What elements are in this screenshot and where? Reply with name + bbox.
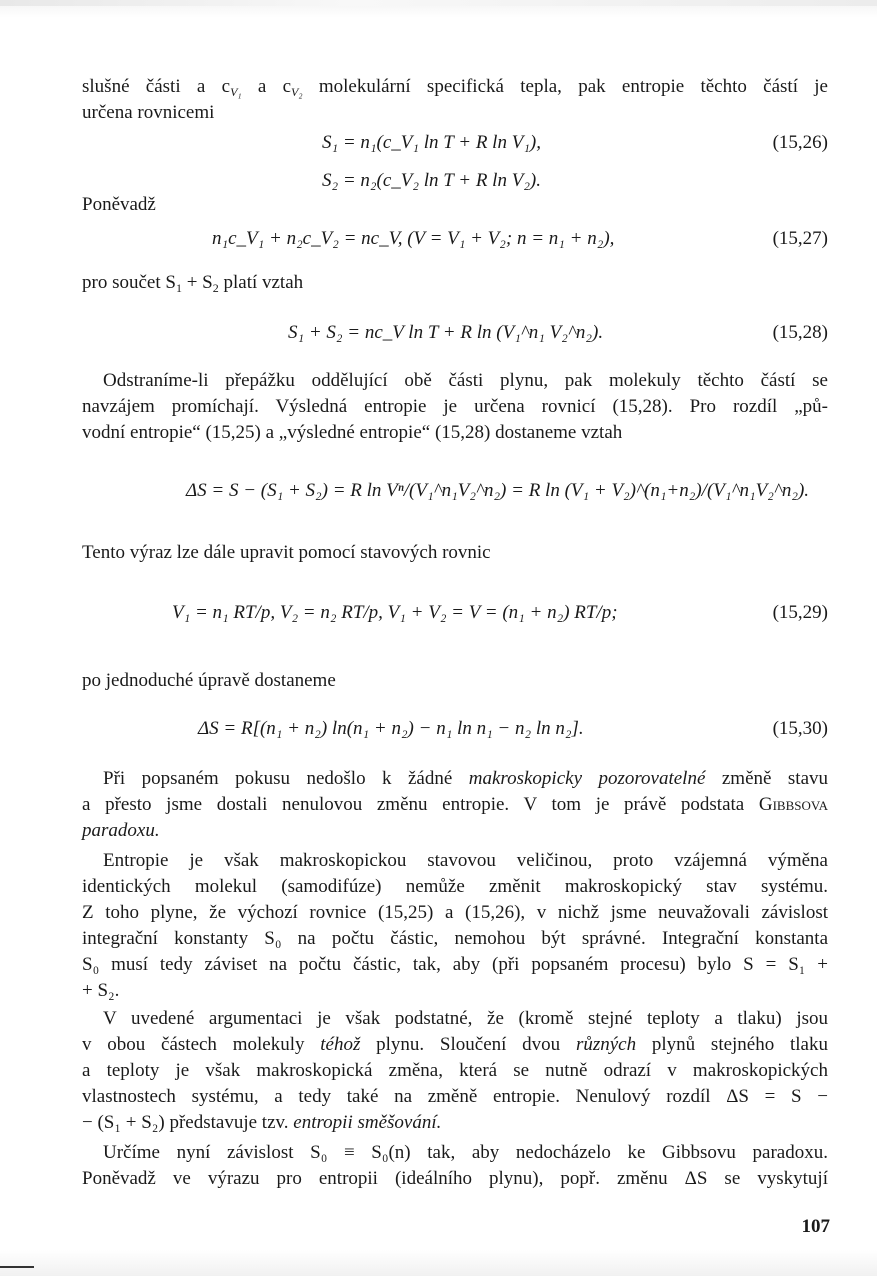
equation-state: V₁ = n₁ RT/p, V₂ = n₂ RT/p, V₁ + V₂ = V = (n₁ + n₂) RT/p; bbox=[172, 602, 618, 623]
text-small-caps: Gibbsova bbox=[758, 794, 828, 815]
subscript: 2 bbox=[212, 281, 219, 295]
text-segment: Při popsaném pokusu nedošlo k žádné bbox=[103, 768, 469, 789]
text-segment: − (S₁ + S₂) představuje tzv. bbox=[82, 1112, 294, 1133]
subscript: 1 bbox=[175, 281, 182, 295]
text-line bbox=[82, 1032, 828, 1058]
text-line bbox=[82, 270, 828, 296]
equation-delta-s: ΔS = S − (S₁ + S₂) = R ln Vⁿ/(V₁^n₁V₂^n₂) = R ln (V₁ + V₂)^(n₁+n₂)/(V₁^n₁V₂^n₂). bbox=[186, 480, 810, 501]
text-segment: platí vztah bbox=[218, 272, 304, 293]
equation-number: (15,28) bbox=[772, 322, 828, 343]
text-line: určena rovnicemi bbox=[82, 102, 215, 123]
text-line: integrační konstanty S₀ na počtu částic, nemohou být správné. Integrační konstanta bbox=[82, 928, 828, 949]
equation-sum-entropy: S₁ + S₂ = nc_V ln T + R ln (V₁^n₁ V₂^n₂). bbox=[288, 322, 604, 343]
text-segment: pro součet S bbox=[82, 272, 176, 293]
text-line bbox=[82, 1110, 828, 1136]
text-line bbox=[82, 74, 828, 100]
scan-top-edge bbox=[0, 0, 877, 6]
equation-number: (15,26) bbox=[772, 132, 828, 153]
text-line bbox=[82, 792, 828, 818]
text-segment: a přesto jsme dostali nenulovou změnu entropie. V tom je právě podstata bbox=[82, 794, 759, 815]
text-segment: plynu. Sloučení dvou bbox=[360, 1034, 576, 1055]
text-segment: plynů stejného tlaku bbox=[636, 1034, 828, 1055]
text-segment: slušné části a c bbox=[82, 76, 231, 97]
equation-mixing: ΔS = R[(n₁ + n₂) ln(n₁ + n₂) − n₁ ln n₁ − n₂ ln n₂]. bbox=[198, 718, 584, 739]
text-line: navzájem promíchají. Výsledná entropie je určena rovnicí (15,28). Pro rozdíl „pů- bbox=[82, 396, 828, 417]
text-line: Z toho plyne, že výchozí rovnice (15,25) a (15,26), v nichž jsme neuvažovali závislost bbox=[82, 902, 828, 923]
text-emphasis: entropii směšování. bbox=[293, 1112, 442, 1133]
text-segment: a c bbox=[241, 76, 292, 97]
text-segment: změně stavu bbox=[705, 768, 829, 789]
text-line: vlastnostech systému, a tedy také na změně entropie. Nenulový rozdíl ΔS = S − bbox=[82, 1086, 828, 1107]
text-line: S₀ musí tedy záviset na počtu částic, tak, aby (při popsaném procesu) bylo S = S₁ + bbox=[82, 954, 828, 975]
text-line: + S₂. bbox=[82, 980, 120, 1001]
text-line: paradoxu. bbox=[82, 820, 160, 841]
text-line: Poněvadž bbox=[82, 194, 156, 215]
equation-number: (15,27) bbox=[772, 228, 828, 249]
equation-number: (15,29) bbox=[772, 602, 828, 623]
text-segment: + S bbox=[181, 272, 213, 293]
page-number: 107 bbox=[801, 1216, 830, 1237]
scan-corner-mark bbox=[0, 1266, 34, 1268]
equation-s2: S₂ = n₂(c_V₂ ln T + R ln V₂). bbox=[322, 170, 542, 191]
equation-number: (15,30) bbox=[772, 718, 828, 739]
text-segment: v obou částech molekuly bbox=[82, 1034, 321, 1055]
text-line: a teploty je však makroskopická změna, která se nutně odrazí v makroskopických bbox=[82, 1060, 828, 1081]
text-line: po jednoduché úpravě dostaneme bbox=[82, 670, 336, 691]
text-emphasis: makroskopicky pozorovatelné bbox=[468, 768, 706, 789]
text-line: V uvedené argumentaci je však podstatné, že (kromě stejné teploty a tlaku) jsou bbox=[103, 1008, 828, 1029]
text-line: Odstraníme-li přepážku oddělující obě části plynu, pak molekuly těchto částí se bbox=[103, 370, 828, 391]
text-segment: molekulární specifická tepla, pak entropie těchto částí je bbox=[302, 76, 828, 97]
text-line: identických molekul (samodifúze) nemůže změnit makroskopický stav systému. bbox=[82, 876, 828, 897]
subscript: V₁ bbox=[230, 85, 242, 99]
text-emphasis: různých bbox=[575, 1034, 637, 1055]
equation-heat-capacity: n₁c_V₁ + n₂c_V₂ = nc_V, (V = V₁ + V₂; n = n₁ + n₂), bbox=[212, 228, 615, 249]
text-line: Určíme nyní závislost S₀ ≡ S₀(n) tak, aby nedocházelo ke Gibbsovu paradoxu. bbox=[103, 1142, 828, 1163]
text-line: Entropie je však makroskopickou stavovou veličinou, proto vzájemná výměna bbox=[103, 850, 828, 871]
text-line: Tento výraz lze dále upravit pomocí stavových rovnic bbox=[82, 542, 491, 563]
equation-s1: S₁ = n₁(c_V₁ ln T + R ln V₁), bbox=[322, 132, 542, 153]
text-line bbox=[103, 766, 828, 792]
text-line: Poněvadž ve výrazu pro entropii (ideálního plynu), popř. změnu ΔS se vyskytují bbox=[82, 1168, 828, 1189]
text-line: vodní entropie“ (15,25) a „výsledné entropie“ (15,28) dostaneme vztah bbox=[82, 422, 623, 443]
text-emphasis: téhož bbox=[320, 1034, 361, 1055]
subscript: V₂ bbox=[291, 85, 303, 99]
